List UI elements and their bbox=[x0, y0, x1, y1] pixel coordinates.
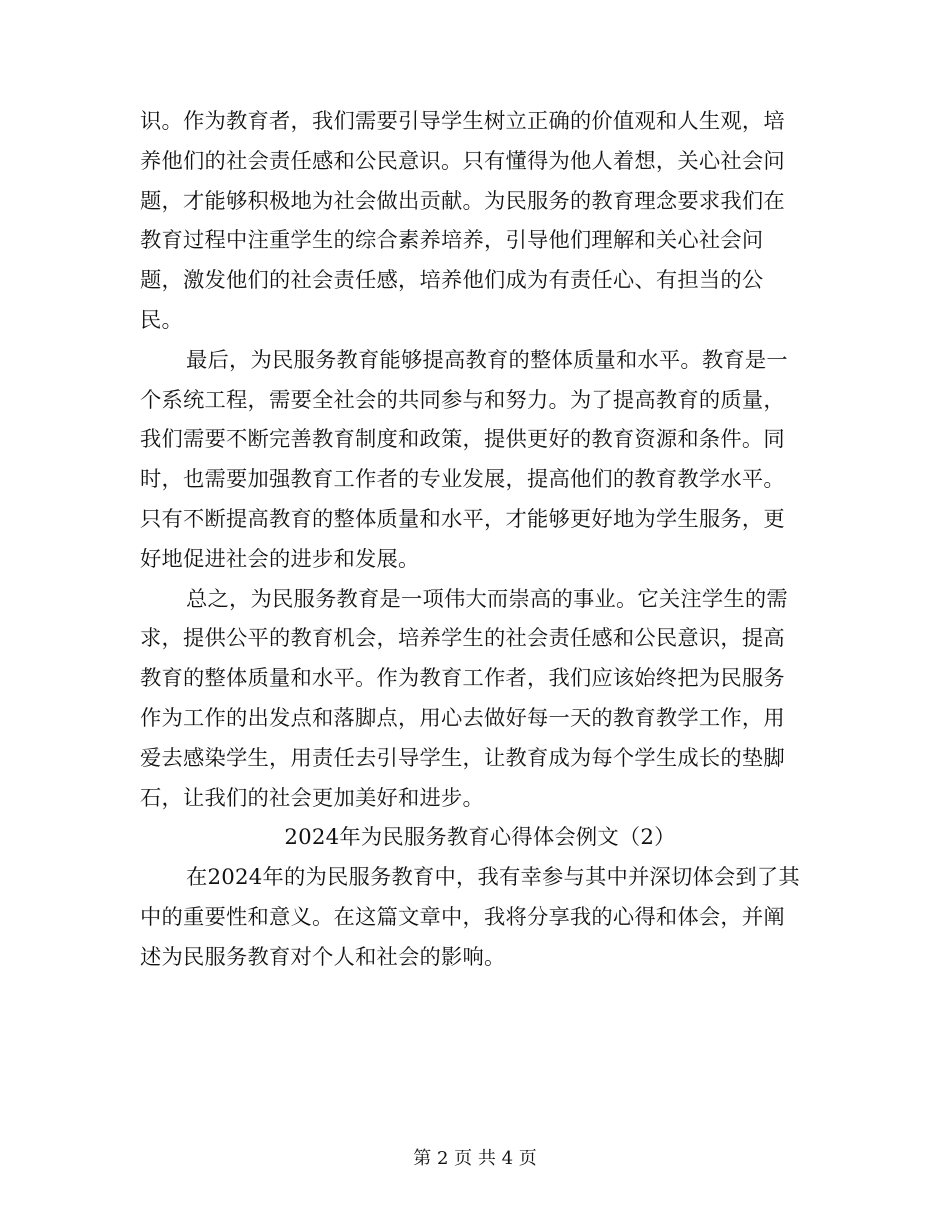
text-line: 教育过程中注重学生的综合素养培养，引导他们理解和关心社会问 bbox=[140, 228, 764, 254]
text-line: 只有不断提高教育的整体质量和水平，才能够更好地为学生服务，更 bbox=[140, 506, 785, 532]
text-line: 好地促进社会的进步和发展。 bbox=[140, 546, 420, 572]
text-line: 养他们的社会责任感和公民意识。只有懂得为他人着想，关心社会问 bbox=[140, 148, 785, 174]
text-line: 最后，为民服务教育能够提高教育的整体质量和水平。教育是一 bbox=[186, 347, 788, 373]
page-number-footer: 第 2 页 共 4 页 bbox=[413, 1148, 537, 1169]
text-line: 作为工作的出发点和落脚点，用心去做好每一天的教育教学工作，用 bbox=[140, 705, 785, 731]
text-line: 个系统工程，需要全社会的共同参与和努力。为了提高教育的质量， bbox=[140, 387, 785, 413]
text-line: 时，也需要加强教育工作者的专业发展，提高他们的教育教学水平。 bbox=[140, 467, 785, 493]
text-line: 总之，为民服务教育是一项伟大而崇高的事业。它关注学生的需 bbox=[186, 586, 788, 612]
text-line: 题，激发他们的社会责任感，培养他们成为有责任心、有担当的公 bbox=[140, 268, 764, 294]
text-line: 中的重要性和意义。在这篇文章中，我将分享我的心得和体会，并阐 bbox=[140, 904, 785, 930]
text-line: 石，让我们的社会更加美好和进步。 bbox=[140, 785, 484, 811]
text-line: 教育的整体质量和水平。作为教育工作者，我们应该始终把为民服务 bbox=[140, 666, 785, 692]
section-title: 2024年为民服务教育心得体会例文（2） bbox=[284, 825, 676, 851]
text-line: 在2024年的为民服务教育中，我有幸参与其中并深切体会到了其 bbox=[186, 865, 800, 891]
text-line: 民。 bbox=[140, 307, 183, 333]
text-line: 述为民服务教育对个人和社会的影响。 bbox=[140, 944, 506, 970]
text-line: 识。作为教育者，我们需要引导学生树立正确的价值观和人生观，培 bbox=[140, 109, 785, 134]
text-line: 我们需要不断完善教育制度和政策，提供更好的教育资源和条件。同 bbox=[140, 427, 785, 453]
text-line: 题，才能够积极地为社会做出贡献。为民服务的教育理念要求我们在 bbox=[140, 188, 785, 214]
text-line: 爱去感染学生，用责任去引导学生，让教育成为每个学生成长的垫脚 bbox=[140, 745, 785, 771]
text-line: 求，提供公平的教育机会，培养学生的社会责任感和公民意识，提高 bbox=[140, 626, 785, 652]
document-body bbox=[140, 102, 812, 978]
